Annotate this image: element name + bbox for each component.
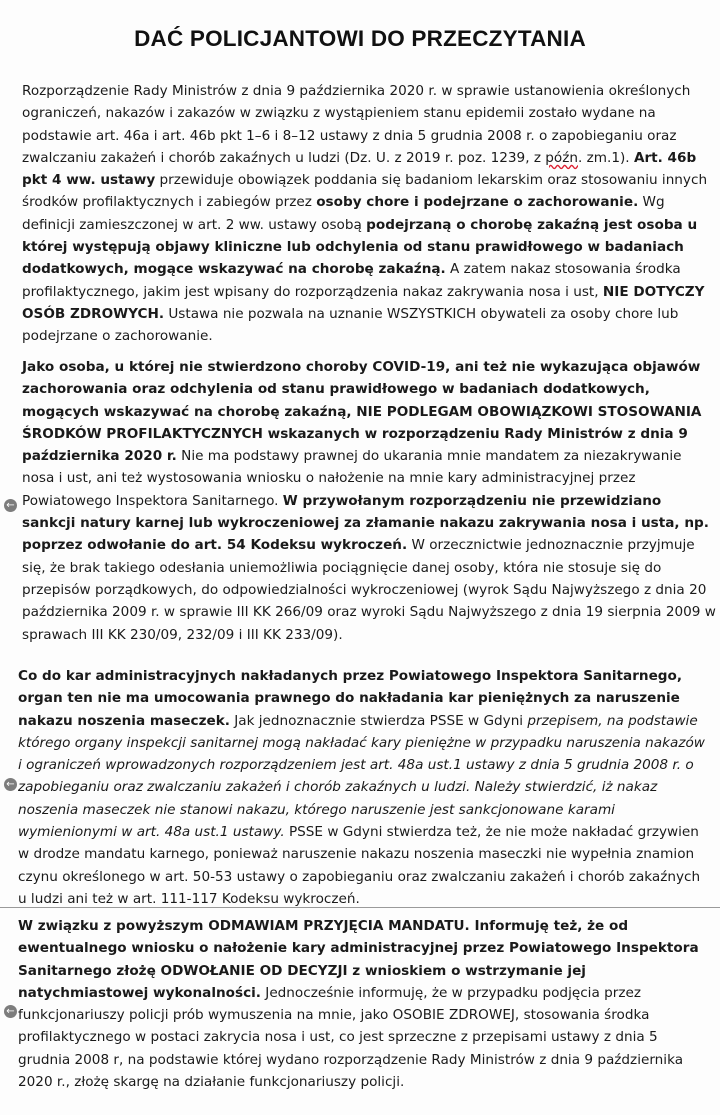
paragraph-not-subject <box>22 356 718 646</box>
back-arrow-icon[interactable]: ← <box>4 1005 17 1018</box>
bold-span: Co do kar administracyjnych nakładanych przez Powiatowego Inspektora Sanitarnego, organ ten nie ma umocowania prawnego do nakładania kar pieniężnych za naruszenie nakazu noszenia maseczek. <box>18 668 683 729</box>
back-arrow-icon[interactable]: ← <box>4 778 17 791</box>
text-span: przewiduje obowiązek poddania się badaniom lekarskim oraz stosowaniu innych środków profilaktycznych i zabiegów przez <box>22 172 708 211</box>
divider <box>0 907 720 908</box>
text-span: Ustawa nie pozwala na uznanie WSZYSTKICH obywateli za osoby chore lub podejrzane o zachorowanie. <box>22 305 679 345</box>
text-span: . zm.1). <box>578 149 634 166</box>
paragraph-legal-basis <box>22 80 712 348</box>
text-span: PSSE w Gdyni stwierdza też, że nie może nakładać grzywien w drodze mandatu karnego, ponieważ naruszenie nakazu noszenia maseczki nie wypełnia znamion czynu określonego w art. 50-53 ustawy o zapobieganiu oraz zwalczaniu zakażeń i chorób zakaźnych u ludzi ani też w art. 111-117 Kodeksu wykroczeń. <box>18 824 701 907</box>
text-span: A zatem nakaz stosowania środka profilaktycznego, jakim jest wpisany do rozporządzenia nakaz zakrywania nosa i ust, <box>22 261 681 300</box>
bold-span: osoby chore i podejrzane o zachorowanie. <box>316 194 639 211</box>
paragraph-refusal <box>18 915 714 1093</box>
back-arrow-icon[interactable]: ← <box>4 499 17 512</box>
text-span: Rozporządzenie Rady Ministrów z dnia 9 października 2020 r. w sprawie ustanowienia określonych ograniczeń, nakazów i zakazów w związku z wystąpieniem stanu epidemii zostało wydane na podstawie art. 46a i art. 46b pkt 1–6 i 8–12 ustawy z dnia 5 grudnia 2008 r. o zapobieganiu oraz zwalczaniu zakażeń i chorób zakaźnych u ludzi (Dz. U. z 2019 r. poz. 1239, z <box>22 83 691 166</box>
text-span: W orzecznictwie jednoznacznie przyjmuje się, że brak takiego odesłania uniemożliwia pociągnięcie danej osoby, która nie stosuje się do przepisów porządkowych, do odpowiedzialności wykroczeniowej (wyrok Sądu Najwyższego z dnia 20 października 2009 r. w sprawie III KK 266/09 oraz wyroki Sądu Najwyższego z dnia 19 sierpnia 2009 w sprawach III KK 230/09, 232/09 i III KK 233/09). <box>22 537 716 643</box>
bold-span: Art. 46b pkt 4 ww. ustawy <box>22 149 697 189</box>
text-span: późn <box>545 149 578 166</box>
text-span: Nie ma podstawy prawnej do ukarania mnie mandatem za niezakrywanie nosa i ust, ani też wystosowania wniosku o nałożenie na mnie kary administracyjnej przez Powiatowego Inspektora Sanitarnego. <box>22 448 682 509</box>
document-title: DAĆ POLICJANTOWI DO PRZECZYTANIA <box>134 26 586 51</box>
text-span: Jednocześnie informuję, że w przypadku podjęcia przez funkcjonariuszy policji prób wymuszenia na mnie, jako OSOBIE ZDROWEJ, stosowania środka profilaktycznego w postaci zakrycia nosa i ust, co jest sprzeczne z przepisami ustawy z dnia 5 grudnia 2008 r, na podstawie której wydano rozporządzenie Rady Ministrów z dnia 9 października 2020 r., złożę skargę na działanie funkcjonariuszy policji. <box>18 984 684 1091</box>
bold-span: W związku z powyższym ODMAWIAM PRZYJĘCIA MANDATU. Informuję też, że od ewentualnego wniosku o nałożenie kary administracyjnej przez Powiatowego Inspektora Sanitarnego złożę ODWOŁANIE OD DECYZJI z wnioskiem o wstrzymanie jej natychmiastowej wykonalności. <box>18 918 699 1001</box>
bold-span: W przywołanym rozporządzeniu nie przewidziano sankcji natury karnej lub wykroczeniowej za złamanie nakazu zakrywania nosa i usta, np. poprzez odwołanie do art. 54 Kodeksu wykroczeń. <box>22 492 709 554</box>
paragraph-administrative-penalties <box>18 665 710 910</box>
bold-span: NIE DOTYCZY OSÓB ZDROWYCH. <box>22 283 705 322</box>
bold-span: Jako osoba, u której nie stwierdzono choroby COVID-19, ani też nie wykazująca objawów zachorowania oraz odchylenia od stanu prawidłowego w badaniach dodatkowych, mogących wskazywać na chorobę zakaźną, NIE PODLEGAM OBOWIĄZKOWI STOSOWANIA ŚRODKÓW PROFILAKTYCZNYCH wskazanych w rozporządzeniu Rady Ministrów z dnia 9 października 2020 r. <box>22 359 702 465</box>
bold-span: podejrzaną o chorobę zakaźną jest osoba u której występują objawy kliniczne lub odchylenia od stanu prawidłowego w badaniach dodatkowych, mogące wskazywać na chorobę zakaźną. <box>22 216 698 278</box>
italic-quote: przepisem, na podstawie którego organy inspekcji sanitarnej mogą nakładać kary pieniężne w przypadku naruszenia nakazów i ograniczeń wprowadzonych rozporządzeniem jest art. 48a ust.1 ustawy z dnia 5 grudnia 2008 r. o zapobieganiu oraz zwalczaniu zakażeń i chorób zakaźnych u ludzi. Należy stwierdzić, iż nakaz noszenia maseczek nie stanowi nakazu, którego naruszenie jest sankcjonowane karami wymienionymi w art. 48a ust.1 ustawy. <box>18 712 705 841</box>
text-span: Wg definicji zamieszczonej w art. 2 ww. ustawy osobą <box>22 194 665 233</box>
text-span: Jak jednoznacznie stwierdza PSSE w Gdyni <box>229 712 528 729</box>
